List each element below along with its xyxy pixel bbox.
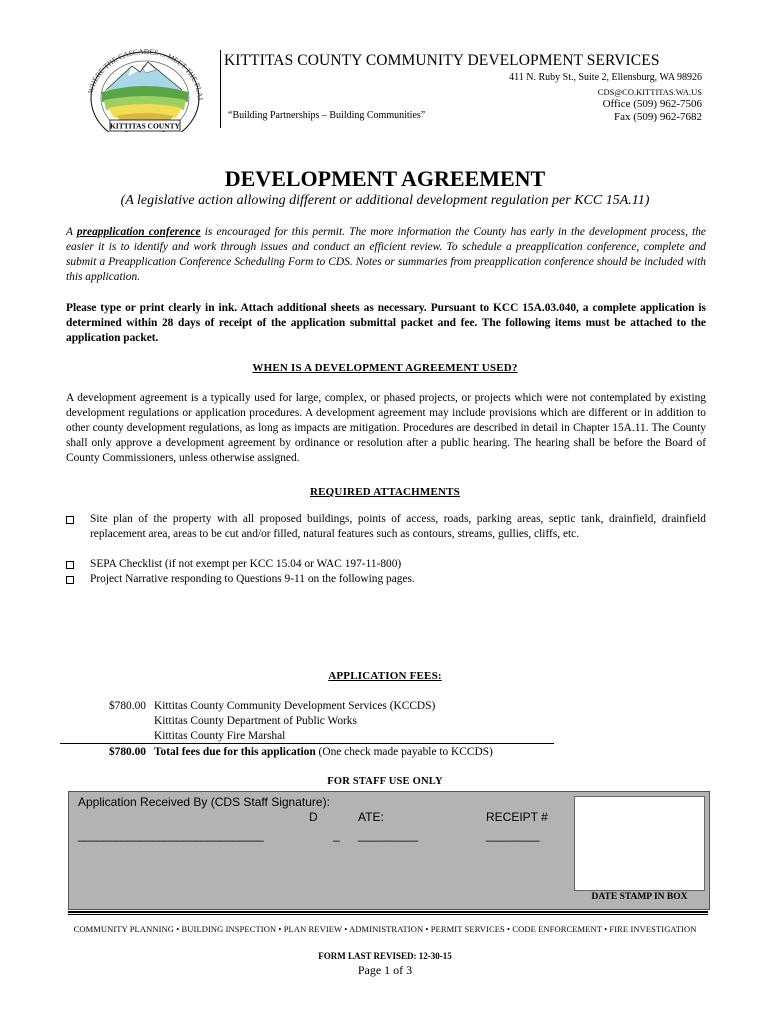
- application-fees-heading: APPLICATION FEES:: [328, 670, 442, 682]
- attachment-item: [66, 572, 706, 587]
- document-subtitle: (A legislative action allowing different or additional development regulation per KCC 15A.11): [120, 193, 650, 208]
- date-field[interactable]: _________: [358, 828, 419, 842]
- fee-amount: $780.00: [108, 700, 146, 712]
- fee-total-rule: [60, 743, 554, 744]
- date-stamp-label: DATE STAMP IN BOX: [591, 892, 688, 902]
- form-revised: FORM LAST REVISED: 12-30-15: [318, 951, 452, 961]
- when-used-heading: WHEN IS A DEVELOPMENT AGREEMENT USED?: [252, 362, 518, 374]
- footer-rule: [68, 911, 708, 913]
- fee-total-amount: $780.00: [108, 746, 146, 758]
- page-number: Page 1 of 3: [357, 963, 413, 977]
- org-email: CDS@CO.KITTITAS.WA.US: [597, 87, 702, 97]
- date-dash: _: [333, 828, 340, 842]
- when-used-body: A development agreement is a typically used for large, complex, or phased projects, or projects which were not contemplated by existing development regulations or application procedures. A development agreement may include provisions which are different or in addition to other county development regulations, as long as impacts are mitigation. Procedures are described in detail in Chapter 15A.11. The County shall only approve a development agreement by ordinance or resolution after a public hearing. The hearing shall be before the Board of County Commissioners, unless otherwise assigned.: [66, 392, 706, 464]
- attachment-text: SEPA Checklist (if not exempt per KCC 15.04 or WAC 197-11-800): [90, 558, 402, 570]
- fee-total-description: [154, 745, 493, 760]
- org-phones: [603, 98, 702, 124]
- date-label: ATE:: [358, 810, 384, 824]
- org-name: KITTITAS COUNTY COMMUNITY DEVELOPMENT SERVICES: [224, 52, 660, 69]
- staff-use-heading: FOR STAFF USE ONLY: [327, 776, 443, 787]
- intro-prefix: A: [66, 226, 77, 238]
- date-label-d: D: [309, 810, 318, 824]
- header-divider: [220, 50, 221, 128]
- intro-paragraph: [66, 225, 706, 285]
- office-phone: Office (509) 962-7506: [602, 98, 702, 110]
- attachment-item: [66, 557, 706, 572]
- county-logo: [70, 40, 220, 132]
- attachment-item: [66, 512, 706, 544]
- instructions-paragraph: Please type or print clearly in ink. Attach additional sheets as necessary. Pursuant to KCC 15A.03.040, a complete application is determined within 28 days of receipt of the application submittal packet and fee. The following items must be attached to the application packet.: [66, 302, 706, 344]
- org-address: 411 N. Ruby St., Suite 2, Ellensburg, WA 98926: [509, 72, 702, 83]
- attachment-text: Site plan of the property with all proposed buildings, points of access, roads, parking areas, septic tank, drainfield, drainfield replacement area, areas to be cut and/or filled, natural features such as contours, streams, gullies, cliffs, etc.: [90, 513, 706, 540]
- fee-description: Kittitas County Fire Marshal: [154, 730, 286, 742]
- intro-text: is encouraged for this permit. The more information the County has early in the development process, the easier it is to identify and work through issues and conduct an efficient review. To schedule a preapplication conference, complete and submit a Preapplication Conference Scheduling Form to CDS. Notes or summaries from preapplication conference should be included with this application.: [66, 226, 706, 283]
- required-attachments-heading: REQUIRED ATTACHMENTS: [310, 486, 460, 498]
- logo-arc-text: WHERE THE CASCADES ... MEET THE PLAI: [85, 46, 205, 101]
- receipt-field[interactable]: ________: [486, 828, 540, 842]
- attachment-text: Project Narrative responding to Questions 9-11 on the following pages.: [90, 573, 415, 585]
- document-title: DEVELOPMENT AGREEMENT: [224, 166, 546, 191]
- signature-field[interactable]: ______________________________: [78, 828, 264, 842]
- preapplication-conference-link[interactable]: preapplication conference: [76, 226, 201, 238]
- date-stamp-box: [574, 796, 705, 891]
- fee-total-label: Total fees due for this application: [154, 746, 316, 758]
- fax-number: Fax (509) 962-7682: [614, 111, 702, 123]
- fee-description: Kittitas County Department of Public Works: [154, 715, 357, 727]
- checkbox[interactable]: [66, 561, 74, 569]
- footer-services: COMMUNITY PLANNING • BUILDING INSPECTION • PLAN REVIEW • ADMINISTRATION • PERMIT SERVICES • CODE ENFORCEMENT • FIRE INVESTIGATION: [73, 924, 697, 934]
- fee-total-note: (One check made payable to KCCDS): [315, 746, 493, 758]
- fee-description: Kittitas County Community Development Services (KCCDS): [154, 700, 436, 712]
- logo-banner-text: KITTITAS COUNTY: [109, 121, 181, 131]
- receipt-label: RECEIPT #: [486, 810, 548, 824]
- checkbox[interactable]: [66, 516, 74, 524]
- footer-rule-thin: [68, 914, 708, 915]
- checkbox[interactable]: [66, 576, 74, 584]
- org-tagline: “Building Partnerships – Building Communities”: [228, 110, 426, 121]
- received-by-label: Application Received By (CDS Staff Signature):: [78, 795, 330, 809]
